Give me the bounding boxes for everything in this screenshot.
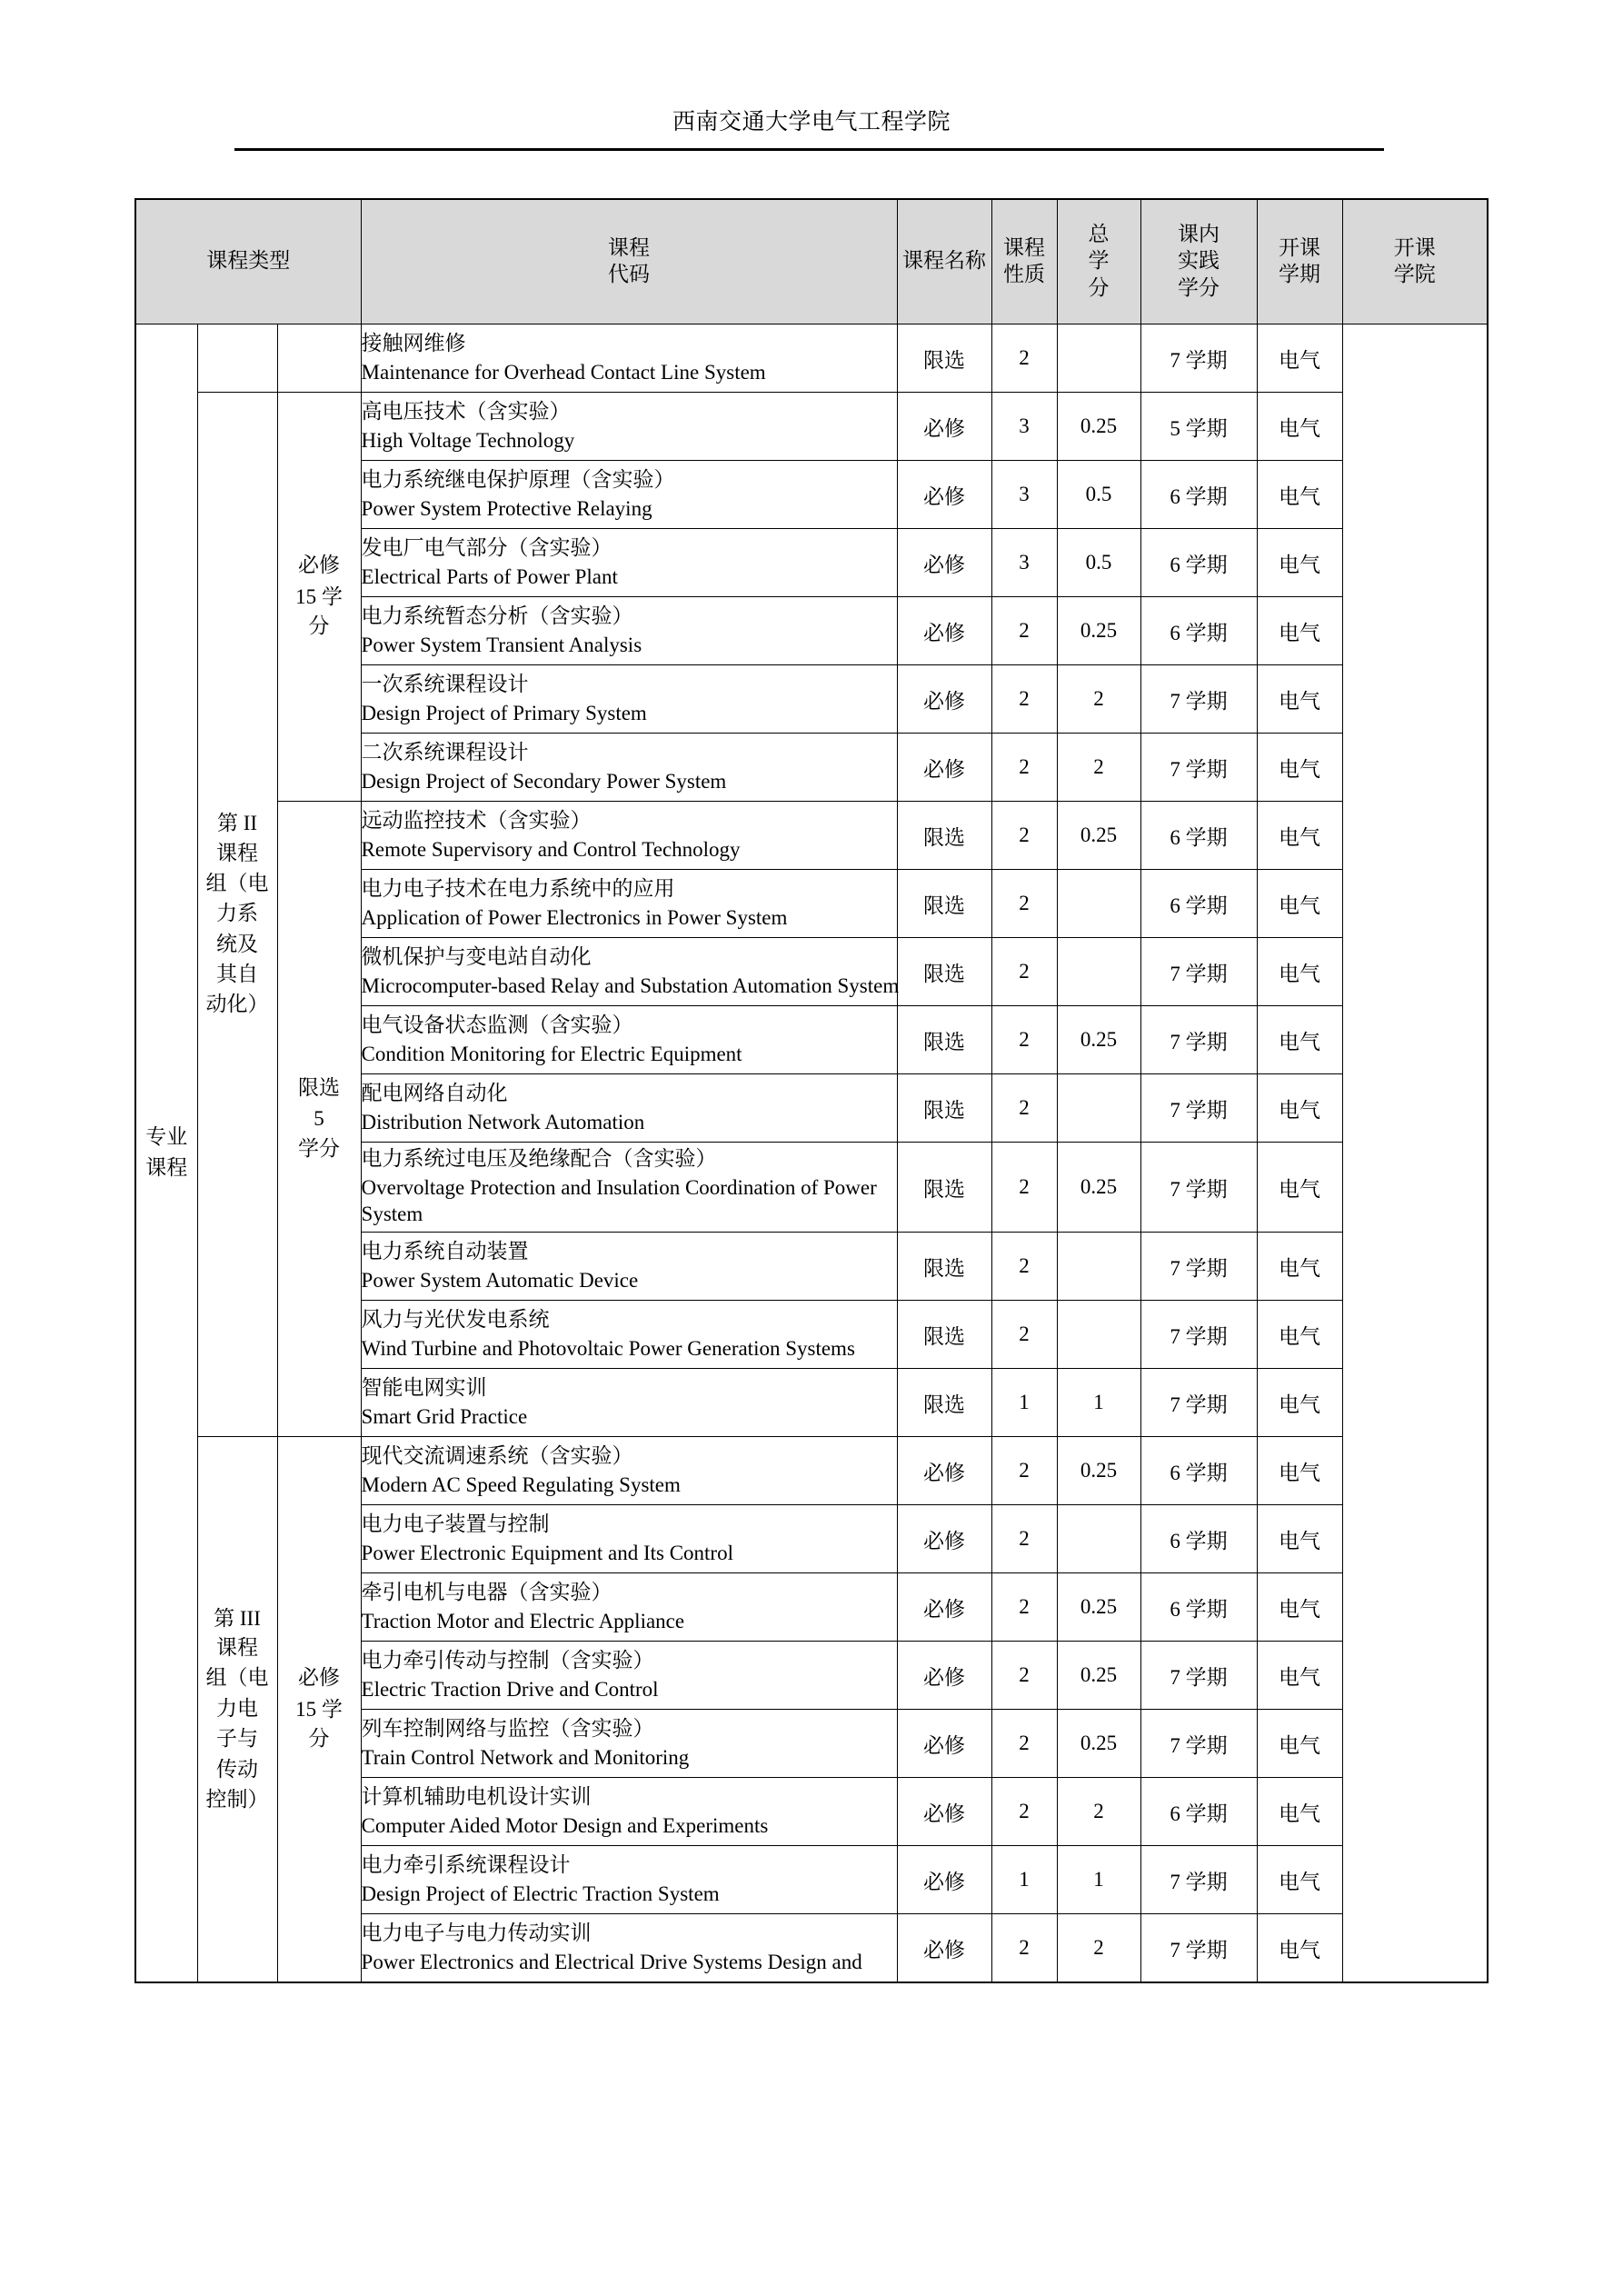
course-name-en: Train Control Network and Monitoring: [361, 1745, 690, 1769]
header-course-name: 课程名称: [897, 199, 991, 324]
course-name-zh: 计算机辅助电机设计实训: [361, 1784, 592, 1809]
course-term: 7 学期: [1140, 1710, 1257, 1778]
course-college: 电气: [1257, 1778, 1342, 1846]
course-total-credits: 3: [991, 529, 1057, 597]
course-practice-credits: 0.5: [1057, 461, 1140, 529]
course-total-credits: 2: [991, 1778, 1057, 1846]
course-name-en: Power Electronic Equipment and Its Control: [361, 1541, 733, 1564]
course-nature: 必修: [897, 1778, 991, 1846]
course-term: 7 学期: [1140, 1914, 1257, 1983]
header-nature-line2: 性质: [1003, 263, 1046, 286]
table-row: [135, 393, 1488, 461]
course-nature: 限选: [897, 1301, 991, 1369]
group-cell-required-15-credits-g3: [277, 1437, 361, 1983]
group3-line3: 组（电: [205, 1666, 269, 1691]
req3-line1: 必修: [298, 1666, 341, 1691]
course-term: 6 学期: [1140, 1505, 1257, 1573]
course-name-en: Design Project of Electric Traction System: [361, 1882, 720, 1905]
curriculum-table: [134, 198, 1489, 1983]
group2-line6: 其自: [216, 963, 258, 987]
elective2-line1: 限选: [298, 1075, 341, 1100]
course-total-credits: 2: [991, 597, 1057, 665]
group-cell-blank-top: [197, 324, 277, 393]
header-course-nature: [991, 199, 1057, 324]
course-college: 电气: [1257, 1437, 1342, 1505]
course-college: 电气: [1257, 324, 1342, 393]
course-name-cell: [361, 665, 897, 734]
course-name-en: Traction Motor and Electric Appliance: [361, 1609, 685, 1632]
group-cell-course-group-2: [197, 393, 277, 1437]
course-name-zh: 微机保护与变电站自动化: [361, 944, 592, 969]
course-practice-credits: 0.25: [1057, 802, 1140, 870]
course-name-cell: [361, 1846, 897, 1914]
course-name-zh: 电力电子与电力传动实训: [361, 1921, 592, 1945]
header-total-credits: [1057, 199, 1140, 324]
course-nature: 必修: [897, 1573, 991, 1642]
course-practice-credits: 0.5: [1057, 529, 1140, 597]
course-practice-credits: 0.25: [1057, 1573, 1140, 1642]
group2-line7: 动化）: [205, 993, 269, 1017]
group-cell-major-courses: [135, 324, 197, 1983]
header-practice-credits: [1140, 199, 1257, 324]
header-nature-line1: 课程: [1003, 235, 1046, 260]
course-term: 7 学期: [1140, 1846, 1257, 1914]
req2-line3: 分: [308, 614, 330, 639]
course-name-zh: 电力牵引传动与控制（含实验）: [361, 1648, 654, 1672]
course-total-credits: 2: [991, 1301, 1057, 1369]
course-college: 电气: [1257, 1074, 1342, 1143]
course-nature: 必修: [897, 1914, 991, 1983]
course-college: 电气: [1257, 1642, 1342, 1710]
req3-line3: 分: [308, 1727, 330, 1752]
header-course-code-line1: 课程: [608, 235, 651, 260]
course-term: 7 学期: [1140, 665, 1257, 734]
header-practice-line2: 实践: [1178, 249, 1220, 274]
elective2-line3: 学分: [298, 1136, 341, 1161]
course-name-zh: 电力系统过电压及绝缘配合（含实验）: [361, 1147, 717, 1172]
course-college: 电气: [1257, 461, 1342, 529]
course-nature: 限选: [897, 802, 991, 870]
header-course-code: [361, 199, 897, 324]
course-name-zh: 列车控制网络与监控（含实验）: [361, 1716, 654, 1741]
course-name-en: Electric Traction Drive and Control: [361, 1677, 659, 1701]
course-nature: 必修: [897, 1642, 991, 1710]
course-practice-credits: [1057, 1074, 1140, 1143]
course-name-zh: 远动监控技术（含实验）: [361, 808, 592, 833]
req2-line1: 必修: [298, 554, 341, 578]
course-name-en: Wind Turbine and Photovoltaic Power Generation Systems: [361, 1336, 855, 1360]
table-row: [135, 324, 1488, 393]
course-name-en: Maintenance for Overhead Contact Line System: [361, 360, 766, 384]
course-total-credits: 2: [991, 1914, 1057, 1983]
course-nature: 限选: [897, 1006, 991, 1074]
course-name-en: High Voltage Technology: [361, 428, 575, 452]
course-nature: 限选: [897, 1233, 991, 1301]
course-name-en: Condition Monitoring for Electric Equipment: [361, 1042, 742, 1065]
course-term: 6 学期: [1140, 529, 1257, 597]
header-term-line1: 开课: [1279, 235, 1321, 260]
course-total-credits: 2: [991, 1505, 1057, 1573]
course-college: 电气: [1257, 665, 1342, 734]
running-header-title: 西南交通大学电气工程学院: [672, 108, 951, 135]
course-name-zh: 风力与光伏发电系统: [361, 1307, 550, 1332]
course-nature: 限选: [897, 324, 991, 393]
course-name-zh: 牵引电机与电器（含实验）: [361, 1580, 612, 1604]
course-name-cell: [361, 1006, 897, 1074]
header-total-line2: 学: [1088, 249, 1110, 274]
group-cell-required-15-credits-g2: [277, 393, 361, 802]
course-college: 电气: [1257, 1573, 1342, 1642]
course-nature: 必修: [897, 461, 991, 529]
course-name-cell: [361, 1143, 897, 1233]
course-name-zh: 电力系统继电保护原理（含实验）: [361, 467, 675, 492]
header-practice-line3: 学分: [1178, 275, 1220, 300]
course-practice-credits: 0.25: [1057, 1143, 1140, 1233]
group-cell-blank-top2: [277, 324, 361, 393]
course-nature: 限选: [897, 1369, 991, 1437]
course-total-credits: 2: [991, 1573, 1057, 1642]
group2-line2: 课程: [216, 841, 258, 865]
course-name-cell: [361, 1369, 897, 1437]
course-name-cell: [361, 1074, 897, 1143]
course-college: 电气: [1257, 1233, 1342, 1301]
course-term: 7 学期: [1140, 1369, 1257, 1437]
group3-line5: 子与: [216, 1727, 258, 1752]
group2-line4: 力系: [216, 902, 258, 926]
course-practice-credits: [1057, 1301, 1140, 1369]
course-practice-credits: 2: [1057, 1914, 1140, 1983]
course-term: 6 学期: [1140, 1778, 1257, 1846]
course-name-cell: [361, 938, 900, 1006]
course-term: 7 学期: [1140, 1143, 1257, 1233]
course-name-zh: 电力系统暂态分析（含实验）: [361, 604, 633, 628]
course-term: 6 学期: [1140, 870, 1257, 938]
course-name-en: Power System Transient Analysis: [361, 633, 642, 656]
course-total-credits: 2: [991, 1437, 1057, 1505]
group3-line7: 控制）: [205, 1787, 269, 1812]
course-name-cell: [361, 1301, 897, 1369]
course-term: 7 学期: [1140, 1233, 1257, 1301]
group-cell-course-group-3: [197, 1437, 277, 1983]
course-total-credits: 1: [991, 1369, 1057, 1437]
course-practice-credits: 0.25: [1057, 1437, 1140, 1505]
course-practice-credits: 0.25: [1057, 1642, 1140, 1710]
course-term: 7 学期: [1140, 734, 1257, 802]
header-total-line1: 总: [1088, 222, 1110, 246]
course-name-en: Power System Protective Relaying: [361, 496, 652, 520]
course-term: 5 学期: [1140, 393, 1257, 461]
course-name-en: Remote Supervisory and Control Technology: [361, 837, 741, 861]
course-name-en: Overvoltage Protection and Insulation Coordination of Power System: [361, 1176, 877, 1226]
course-name-zh: 接触网维修: [361, 331, 466, 355]
course-term: 7 学期: [1140, 1301, 1257, 1369]
course-name-cell: [361, 1437, 897, 1505]
course-name-en: Electrical Parts of Power Plant: [361, 564, 618, 588]
course-practice-credits: 0.25: [1057, 1006, 1140, 1074]
course-college: 电气: [1257, 597, 1342, 665]
course-name-cell: [361, 1778, 897, 1846]
course-name-zh: 电力牵引系统课程设计: [361, 1852, 571, 1877]
course-name-zh: 电力系统自动装置: [361, 1239, 529, 1263]
req2-line2: 15 学: [295, 584, 343, 608]
course-name-en: Smart Grid Practice: [361, 1404, 528, 1428]
course-term: 7 学期: [1140, 324, 1257, 393]
course-name-cell: [361, 802, 897, 870]
course-name-zh: 一次系统课程设计: [361, 672, 529, 696]
course-total-credits: 2: [991, 665, 1057, 734]
course-total-credits: 1: [991, 1846, 1057, 1914]
course-total-credits: 2: [991, 802, 1057, 870]
course-term: 7 学期: [1140, 1074, 1257, 1143]
course-name-cell: [361, 1914, 897, 1983]
course-name-zh: 电力电子技术在电力系统中的应用: [361, 876, 675, 901]
major-courses-line2: 课程: [145, 1155, 188, 1180]
group-cell-elective-5-credits-g2: [277, 802, 361, 1437]
header-total-line3: 分: [1088, 275, 1110, 300]
course-nature: 必修: [897, 1710, 991, 1778]
header-term: [1257, 199, 1342, 324]
course-name-cell: [361, 461, 897, 529]
course-college: 电气: [1257, 1143, 1342, 1233]
course-nature: 必修: [897, 734, 991, 802]
course-term: 6 学期: [1140, 802, 1257, 870]
group3-line2: 课程: [216, 1636, 258, 1661]
group3-line6: 传动: [216, 1757, 258, 1782]
header-rule: [234, 148, 1384, 151]
group2-line5: 统及: [216, 932, 258, 956]
course-name-cell: [361, 529, 897, 597]
header-college: [1342, 199, 1488, 324]
course-total-credits: 2: [991, 1006, 1057, 1074]
elective2-line2: 5: [314, 1107, 324, 1131]
course-total-credits: 2: [991, 734, 1057, 802]
course-nature: 必修: [897, 529, 991, 597]
course-name-en: Power System Automatic Device: [361, 1268, 639, 1292]
course-name-en: Distribution Network Automation: [361, 1110, 645, 1133]
course-term: 7 学期: [1140, 1642, 1257, 1710]
course-college: 电气: [1257, 802, 1342, 870]
course-practice-credits: 0.25: [1057, 1710, 1140, 1778]
course-name-en: Design Project of Secondary Power System: [361, 769, 727, 793]
course-term: 6 学期: [1140, 1573, 1257, 1642]
course-practice-credits: 0.25: [1057, 393, 1140, 461]
course-name-zh: 二次系统课程设计: [361, 740, 529, 764]
course-term: 6 学期: [1140, 461, 1257, 529]
course-name-cell: [361, 1505, 897, 1573]
header-college-line2: 学院: [1393, 263, 1436, 286]
group2-line1: 第 II: [216, 812, 258, 835]
course-nature: 限选: [897, 870, 991, 938]
course-total-credits: 3: [991, 461, 1057, 529]
course-total-credits: 2: [991, 324, 1057, 393]
course-nature: 必修: [897, 597, 991, 665]
course-total-credits: 2: [991, 1074, 1057, 1143]
course-college: 电气: [1257, 1710, 1342, 1778]
course-name-zh: 电气设备状态监测（含实验）: [361, 1013, 633, 1037]
course-college: 电气: [1257, 1846, 1342, 1914]
course-college: 电气: [1257, 938, 1342, 1006]
course-name-zh: 高电压技术（含实验）: [361, 399, 571, 424]
course-term: 7 学期: [1140, 938, 1257, 1006]
course-term: 6 学期: [1140, 1437, 1257, 1505]
course-name-zh: 智能电网实训: [361, 1375, 487, 1400]
course-name-en: Design Project of Primary System: [361, 701, 647, 724]
course-practice-credits: 2: [1057, 734, 1140, 802]
course-practice-credits: [1057, 1233, 1140, 1301]
course-name-en: Computer Aided Motor Design and Experiments: [361, 1813, 769, 1837]
course-name-cell: [361, 1642, 897, 1710]
group3-line1: 第 III: [214, 1606, 261, 1630]
course-nature: 必修: [897, 1437, 991, 1505]
course-name-cell: [361, 734, 897, 802]
course-practice-credits: 2: [1057, 1778, 1140, 1846]
course-nature: 必修: [897, 665, 991, 734]
running-header: [0, 109, 1623, 135]
req3-line2: 15 学: [295, 1697, 343, 1721]
course-name-zh: 配电网络自动化: [361, 1081, 508, 1105]
header-term-line2: 学期: [1279, 263, 1321, 286]
course-college: 电气: [1257, 529, 1342, 597]
course-name-zh: 现代交流调速系统（含实验）: [361, 1443, 633, 1468]
course-total-credits: 2: [991, 1143, 1057, 1233]
course-total-credits: 2: [991, 870, 1057, 938]
curriculum-table-wrapper: [134, 198, 1489, 1983]
table-row: [135, 1437, 1488, 1505]
course-college: 电气: [1257, 734, 1342, 802]
course-name-en: Modern AC Speed Regulating System: [361, 1472, 681, 1496]
course-practice-credits: [1057, 870, 1140, 938]
course-total-credits: 2: [991, 1233, 1057, 1301]
course-term: 7 学期: [1140, 1006, 1257, 1074]
header-course-type: 课程类型: [135, 199, 361, 324]
course-name-en: Microcomputer-based Relay and Substation Automation System: [361, 973, 900, 997]
course-name-en: Power Electronics and Electrical Drive Systems Design and: [361, 1950, 862, 1973]
course-practice-credits: 2: [1057, 665, 1140, 734]
major-courses-line1: 专业: [145, 1125, 188, 1150]
course-college: 电气: [1257, 1505, 1342, 1573]
course-college: 电气: [1257, 1006, 1342, 1074]
course-college: 电气: [1257, 1369, 1342, 1437]
course-name-cell: [361, 393, 897, 461]
course-nature: 必修: [897, 1505, 991, 1573]
course-practice-credits: 0.25: [1057, 597, 1140, 665]
course-total-credits: 2: [991, 1642, 1057, 1710]
course-name-cell: [361, 1710, 897, 1778]
header-course-code-line2: 代码: [608, 263, 651, 286]
course-total-credits: 2: [991, 1710, 1057, 1778]
course-name-zh: 发电厂电气部分（含实验）: [361, 535, 612, 560]
course-name-zh: 电力电子装置与控制: [361, 1512, 550, 1536]
course-name-cell: [361, 324, 897, 393]
group3-line4: 力电: [216, 1696, 258, 1721]
header-college-line1: 开课: [1393, 235, 1436, 260]
course-nature: 限选: [897, 1074, 991, 1143]
header-practice-line1: 课内: [1178, 222, 1220, 246]
course-total-credits: 3: [991, 393, 1057, 461]
course-nature: 必修: [897, 1846, 991, 1914]
table-header-row: [135, 199, 1488, 324]
course-practice-credits: 1: [1057, 1369, 1140, 1437]
course-college: 电气: [1257, 393, 1342, 461]
course-name-cell: [361, 1573, 897, 1642]
table-row: [135, 802, 1488, 870]
course-nature: 限选: [897, 1143, 991, 1233]
course-practice-credits: 1: [1057, 1846, 1140, 1914]
course-practice-credits: [1057, 324, 1140, 393]
group2-line3: 组（电: [205, 871, 269, 895]
course-college: 电气: [1257, 1301, 1342, 1369]
course-name-cell: [361, 597, 897, 665]
course-term: 6 学期: [1140, 597, 1257, 665]
course-nature: 限选: [897, 938, 991, 1006]
course-name-cell: [361, 870, 897, 938]
course-college: 电气: [1257, 870, 1342, 938]
course-college: 电气: [1257, 1914, 1342, 1983]
course-nature: 必修: [897, 393, 991, 461]
course-name-cell: [361, 1233, 897, 1301]
course-practice-credits: [1057, 938, 1140, 1006]
course-name-en: Application of Power Electronics in Power System: [361, 905, 788, 929]
course-practice-credits: [1057, 1505, 1140, 1573]
course-total-credits: 2: [991, 938, 1057, 1006]
